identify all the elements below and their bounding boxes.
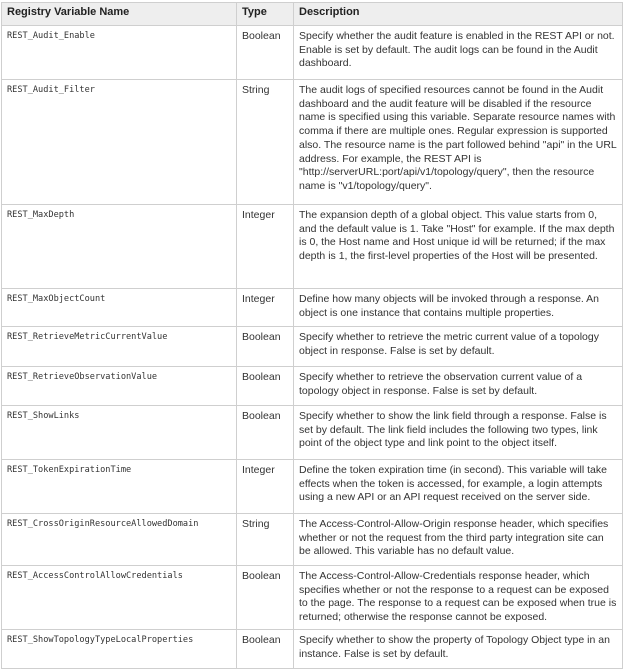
table-row <box>2 80 623 205</box>
variable-name-cell: REST_RetrieveObservationValue <box>2 367 237 406</box>
description-cell: The expansion depth of a global object. This value starts from 0, and the default value is 1. Take "Host" for example. If the max depth is 0, the Host name and Host unique id will be returned; if the max depth is 1, the first-level properties of the Host will be presented. <box>294 205 623 289</box>
variable-name-cell: REST_RetrieveMetricCurrentValue <box>2 327 237 367</box>
type-cell: String <box>237 80 294 205</box>
table-row <box>2 367 623 406</box>
description-cell: Specify whether the audit feature is enabled in the REST API or not. Enable is set by default. The audit logs can be found in the Audit dashboard. <box>294 26 623 80</box>
table-row <box>2 630 623 669</box>
type-cell: Boolean <box>237 566 294 630</box>
variable-name-cell: REST_Audit_Filter <box>2 80 237 205</box>
table-row <box>2 460 623 514</box>
description-cell: Define the token expiration time (in second). This variable will take effects when the token is accessed, for example, a login attempts using a new API or an API request received on the server side. <box>294 460 623 514</box>
table-row <box>2 26 623 80</box>
type-cell: Integer <box>237 289 294 327</box>
variable-name-cell: REST_MaxDepth <box>2 205 237 289</box>
variable-name-cell: REST_Audit_Enable <box>2 26 237 80</box>
table-row <box>2 327 623 367</box>
type-cell: Integer <box>237 205 294 289</box>
description-cell: The audit logs of specified resources cannot be found in the Audit dashboard and the audit feature will be disabled if the resource name is specified using this variable. Separate resource names with comma if there are multiple ones. Regular expression is supported also. The resource name is the part followed behind "api" in the URL address. For example, the REST API is "http://serverURL:port/api/v1/topology/query", then the resource name is "v1/topology/query". <box>294 80 623 205</box>
variable-name-cell: REST_ShowLinks <box>2 406 237 460</box>
type-cell: String <box>237 514 294 566</box>
type-cell: Boolean <box>237 406 294 460</box>
table-body <box>2 26 623 669</box>
table-row <box>2 566 623 630</box>
variable-name-cell: REST_CrossOriginResourceAllowedDomain <box>2 514 237 566</box>
table-header <box>2 3 623 26</box>
description-cell: The Access-Control-Allow-Origin response header, which specifies whether or not the request from the third party integration site can be allowed. This variable has no default value. <box>294 514 623 566</box>
description-cell: Specify whether to retrieve the metric current value of a topology object in response. False is set by default. <box>294 327 623 367</box>
table-row <box>2 205 623 289</box>
header-row <box>2 3 623 26</box>
header-type: Type <box>237 3 294 26</box>
description-cell: The Access-Control-Allow-Credentials response header, which specifies whether or not the response to a request can be exposed to the page. The response to a request can be exposed when true is returned; otherwise the response cannot be exposed. <box>294 566 623 630</box>
header-description: Description <box>294 3 623 26</box>
variable-name-cell: REST_ShowTopologyTypeLocalProperties <box>2 630 237 669</box>
type-cell: Integer <box>237 460 294 514</box>
type-cell: Boolean <box>237 630 294 669</box>
description-cell: Specify whether to retrieve the observation current value of a topology object in response. False is set by default. <box>294 367 623 406</box>
table-row <box>2 289 623 327</box>
description-cell: Specify whether to show the link field through a response. False is set by default. The link field includes the following two types, link point of the object type and link point to the object itself. <box>294 406 623 460</box>
variable-name-cell: REST_AccessControlAllowCredentials <box>2 566 237 630</box>
table-row <box>2 406 623 460</box>
table-row <box>2 514 623 566</box>
registry-variables-table <box>1 2 623 669</box>
variable-name-cell: REST_TokenExpirationTime <box>2 460 237 514</box>
type-cell: Boolean <box>237 26 294 80</box>
type-cell: Boolean <box>237 327 294 367</box>
description-cell: Define how many objects will be invoked through a response. An object is one instance that contains multiple properties. <box>294 289 623 327</box>
description-cell: Specify whether to show the property of Topology Object type in an instance. False is set by default. <box>294 630 623 669</box>
variable-name-cell: REST_MaxObjectCount <box>2 289 237 327</box>
header-registry-variable-name: Registry Variable Name <box>2 3 237 26</box>
type-cell: Boolean <box>237 367 294 406</box>
